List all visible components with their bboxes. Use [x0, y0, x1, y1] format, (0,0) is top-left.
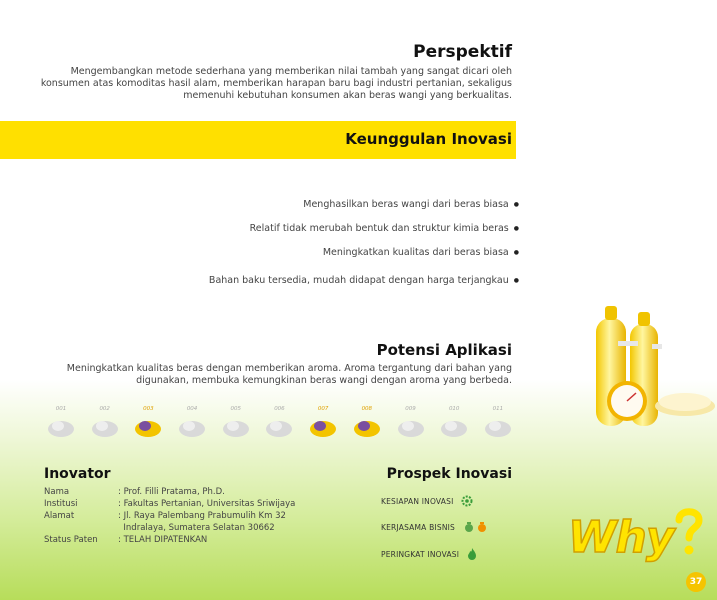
sector-number: 007 — [317, 406, 329, 412]
sector-glyph-icon — [88, 414, 122, 440]
sector-glyph-icon — [175, 414, 209, 440]
sector-number: 004 — [186, 406, 198, 412]
sector-glyph-icon — [219, 414, 253, 440]
perspektif-title: Perspektif — [413, 42, 512, 62]
row-key: Alamat — [44, 511, 75, 521]
row-value: Indralaya, Sumatera Selatan 30662 — [118, 523, 275, 533]
sector-glyph-icon — [306, 414, 340, 440]
row-value: : Fakultas Pertanian, Universitas Sriwijaya — [118, 499, 296, 509]
sector-glyph-icon — [481, 414, 515, 440]
prospek-label: PERINGKAT INOVASI — [381, 549, 460, 559]
advantage-list — [209, 196, 519, 296]
prospek-label: KESIAPAN INOVASI — [381, 496, 454, 506]
list-item: Menghasilkan beras wangi dari beras biasa ● — [209, 196, 519, 220]
inovator-table — [44, 486, 295, 546]
prospek-ranking — [381, 548, 477, 560]
table-row — [44, 534, 295, 546]
table-row — [44, 522, 295, 534]
why-logo — [568, 506, 704, 563]
sector-icon — [348, 406, 386, 442]
row-value: : TELAH DIPATENKAN — [118, 535, 208, 545]
sector-icon — [86, 406, 124, 442]
table-row — [44, 510, 295, 522]
list-item: Relatif tidak merubah bentuk dan struktur kimia beras ● — [209, 220, 519, 244]
medal-icon — [463, 521, 489, 533]
sector-glyph-icon — [437, 414, 471, 440]
sector-icon — [304, 406, 342, 442]
potensi-text: Meningkatkan kualitas beras dengan memberikan aroma. Aroma tergantung dari bahan yang digunakan, membuka kemungkinan beras wangi dengan aroma yang berbeda. — [66, 363, 512, 386]
sector-number: 011 — [492, 406, 504, 412]
page-number: 37 — [686, 572, 706, 592]
sector-icon-row — [42, 406, 517, 442]
potensi-title: Potensi Aplikasi — [376, 341, 512, 359]
sector-number: 006 — [274, 406, 285, 412]
row-key: Nama — [44, 487, 70, 497]
gas-cylinder-illustration — [578, 296, 717, 430]
sector-icon — [217, 406, 255, 442]
keunggulan-title: Keunggulan Inovasi — [345, 130, 512, 148]
inovator-title: Inovator — [44, 466, 111, 482]
sector-number: 005 — [230, 406, 241, 412]
prospek-readiness — [381, 495, 473, 507]
sector-glyph-icon — [44, 414, 78, 440]
sector-icon — [129, 406, 167, 442]
sector-number: 009 — [405, 406, 416, 412]
row-key — [44, 522, 118, 534]
sector-icon — [479, 406, 517, 442]
row-key: Status Paten — [44, 535, 98, 545]
sector-icon — [173, 406, 211, 442]
table-row — [44, 498, 295, 510]
sector-number: 010 — [448, 406, 460, 412]
sector-glyph-icon — [350, 414, 384, 440]
prospek-title: Prospek Inovasi — [386, 466, 512, 482]
sector-number: 008 — [361, 406, 373, 412]
table-row — [44, 486, 295, 498]
sector-number: 001 — [55, 406, 67, 412]
sector-icon — [392, 406, 430, 442]
gear-icon — [461, 495, 473, 507]
sector-glyph-icon — [262, 414, 296, 440]
perspektif-text: Mengembangkan metode sederhana yang memberikan nilai tambah yang sangat dicari oleh konsumen atas komoditas hasil alam, memberikan harapan baru bagi industri pertanian, sekaligus memenuhi kebutuhan konsumen akan beras wangi yang berkualitas. — [40, 66, 512, 101]
sector-icon — [260, 406, 298, 442]
row-value: : Jl. Raya Palembang Prabumulih Km 32 — [118, 511, 286, 521]
list-item: Meningkatkan kualitas dari beras biasa ● — [209, 244, 519, 268]
sector-glyph-icon — [131, 414, 165, 440]
flame-icon — [467, 548, 477, 560]
sector-icon — [435, 406, 473, 442]
row-key: Institusi — [44, 499, 78, 509]
prospek-business — [381, 521, 489, 533]
why-word: Why — [568, 512, 674, 563]
sector-glyph-icon — [394, 414, 428, 440]
sector-icon — [42, 406, 80, 442]
question-mark-icon — [674, 506, 704, 556]
prospek-label: KERJASAMA BISNIS — [381, 522, 455, 532]
row-value: : Prof. Filli Pratama, Ph.D. — [118, 487, 225, 497]
sector-number: 002 — [99, 406, 110, 412]
list-item: Bahan baku tersedia, mudah didapat dengan harga terjangkau ● — [209, 272, 519, 296]
sector-number: 003 — [143, 406, 154, 412]
